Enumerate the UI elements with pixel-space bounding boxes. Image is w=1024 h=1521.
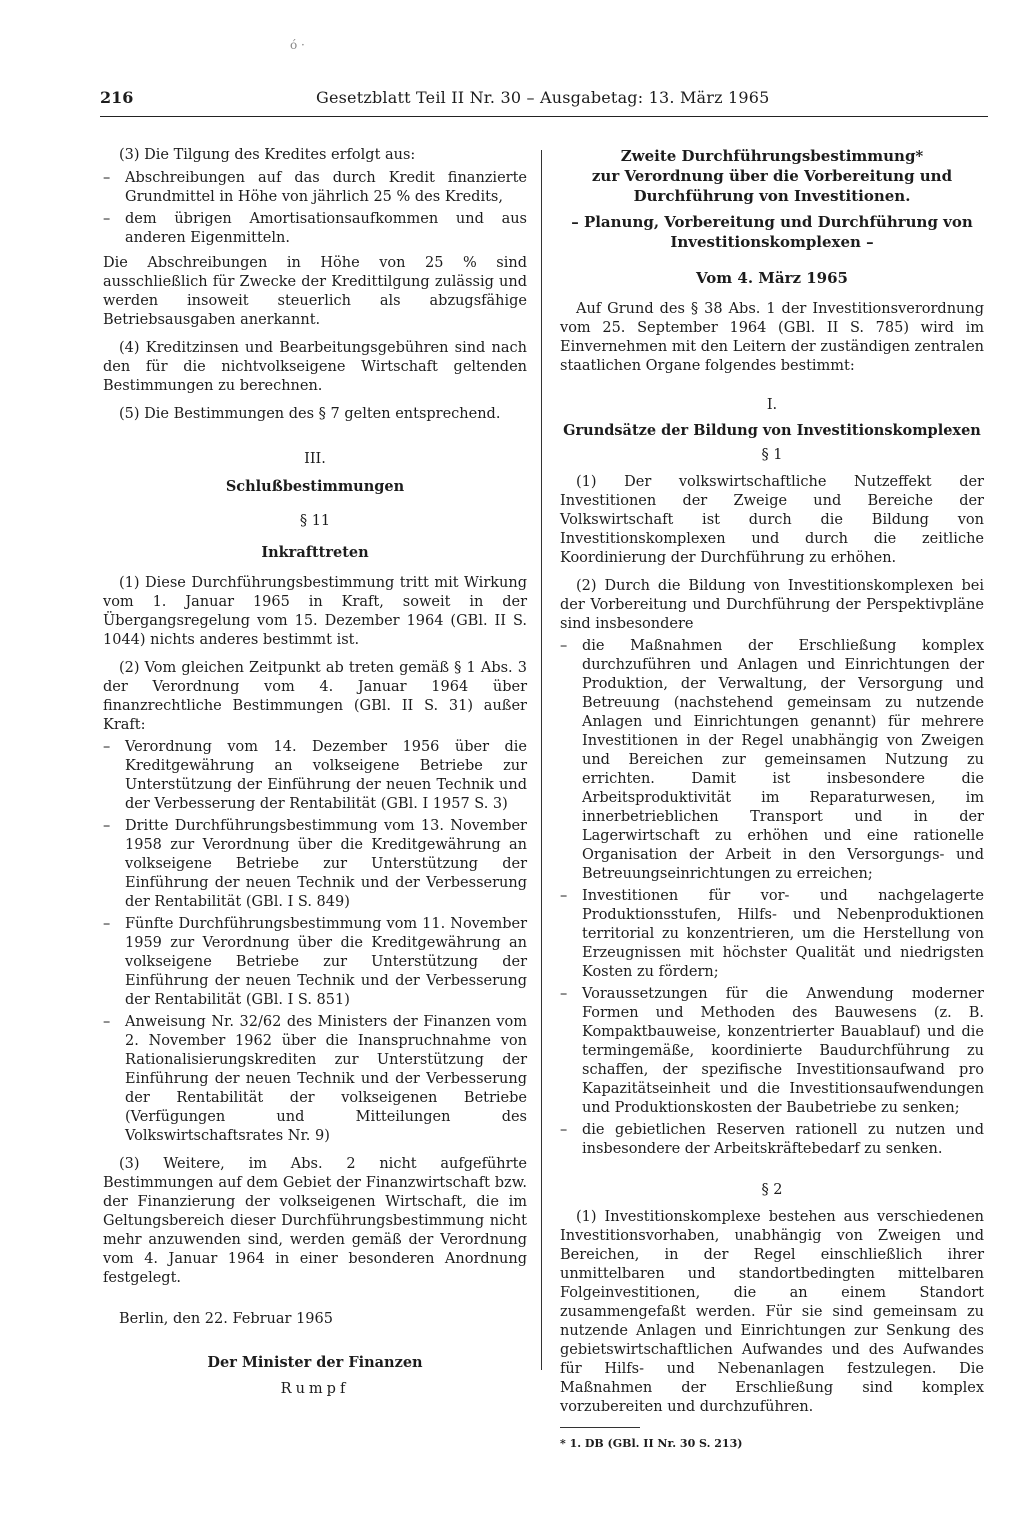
list-item <box>103 169 527 207</box>
dash-icon: – <box>560 1122 568 1138</box>
left-column <box>103 146 527 1399</box>
signer-title: Der Minister der Finanzen <box>207 1354 423 1371</box>
footnote: * 1. DB (GBl. II Nr. 30 S. 213) <box>560 1437 743 1450</box>
page-number: 216 <box>100 88 134 107</box>
section-title: Grundsätze der Bildung von Investitionskomplexen <box>563 422 981 439</box>
list-item-text: die gebietlichen Reserven rationell zu nutzen und insbesondere der Arbeitskräftebedarf zu senken. <box>582 1122 984 1157</box>
list-item <box>103 915 527 1010</box>
signer-name: Rumpf <box>280 1381 350 1397</box>
section-number: III. <box>304 451 326 467</box>
list-item-text: die Maßnahmen der Erschließung komplex durchzuführen und Anlagen und Einrichtungen der Produktion, der Verwaltung, der Versorgung und Betreuung (nachstehend gemeinsam zu nutzende Anlagen und Einrichtungen genannt) für mehrere Investitionen in der Regel unabhängig von Zweigen und Bereichen zur gemeinsamen Nutzung zu errichten. Damit ist insbesondere die Arbeitsproduktivität im Reparaturwesen, im innerbetrieblichen Transport und in der Lagerwirtschaft zu erhöhen und eine rationelle Organisation der Arbeit in den Versorgungs- und Betreuungseinrichtungen zu erreichen; <box>582 638 984 882</box>
dash-icon: – <box>103 739 111 755</box>
dash-icon: – <box>103 1014 111 1030</box>
dash-icon: – <box>560 638 568 654</box>
decree-subtitle-line-1: – Planung, Vorbereitung und Durchführung von <box>571 213 973 231</box>
list-item <box>103 738 527 814</box>
paragraph-number: § 1 <box>761 447 783 463</box>
section-title: Schlußbestimmungen <box>225 478 405 495</box>
decree-title-line-3: Durchführung von Investitionen. <box>633 187 911 205</box>
page-header <box>100 86 988 117</box>
paragraph-title: Inkrafttreten <box>261 544 369 561</box>
list-item <box>560 985 984 1118</box>
paragraph-number: § 2 <box>761 1182 783 1198</box>
paragraph-4: (4) Kreditzinsen und Bearbeitungsgebühren sind nach den für die nichtvolkseigene Wirtschaft geltenden Bestimmungen zu berechnen. <box>103 340 527 394</box>
preamble: Auf Grund des § 38 Abs. 1 der Investitionsverordnung vom 25. September 1964 (GBl. II S. 785) wird im Einvernehmen mit den Leitern der zuständigen zentralen staatlichen Organe folgendes bestimmt: <box>560 301 984 374</box>
s1-paragraph-2-intro: (2) Durch die Bildung von Investitionskomplexen bei der Vorbereitung und Durchführung der Perspektivpläne sind insbesondere <box>560 578 984 632</box>
list-item-text: Anweisung Nr. 32/62 des Ministers der Finanzen vom 2. November 1962 über die Inanspruchnahme von Rationalisierungskrediten zur Unterstützung der Einführung der neuen Technik und der Verbesserung der Rentabilität der volkseigenen Betriebe (Verfügungen und Mitteilungen des Volkswirtschaftsrates Nr. 9) <box>125 1014 527 1144</box>
decree-title-line-2: zur Verordnung über die Vorbereitung und <box>591 167 953 185</box>
list-item-text: dem übrigen Amortisationsaufkommen und aus anderen Eigenmitteln. <box>125 211 527 246</box>
decree-subtitle-line-2: Investitionskomplexen – <box>670 233 874 251</box>
list-item-text: Voraussetzungen für die Anwendung moderner Formen und Methoden des Bauwesens (z. B. Kompaktbauweise, konzentrierter Bauablauf) und die termingemäße, koordinierte Baudurchführung zu schaffen, der spezifische Investitionsaufwand pro Kapazitätseinheit und die Investitionsaufwendungen und Produktionskosten der Baubetriebe zu senken; <box>582 986 984 1116</box>
dash-icon: – <box>103 211 111 227</box>
dash-icon: – <box>103 170 111 186</box>
decree-title-line-1: Zweite Durchführungsbestimmung* <box>620 147 924 165</box>
paragraph-3-intro: (3) Die Tilgung des Kredites erfolgt aus: <box>119 147 416 163</box>
right-column <box>560 146 984 1453</box>
s11-paragraph-3: (3) Weitere, im Abs. 2 nicht aufgeführte Bestimmungen auf dem Gebiet der Finanzwirtschaft bzw. der Finanzierung der volkseigenen Wirtschaft, die im Geltungsbereich dieser Durchführungsbestimmung nicht mehr anzuwenden sind, werden gemäß der Verordnung vom 4. Januar 1964 in einer besonderen Anordnung festgelegt. <box>103 1156 527 1286</box>
list-item-text: Fünfte Durchführungsbestimmung vom 11. November 1959 zur Verordnung über die Kreditgewährung an volkseigene Betriebe zur Unterstützung der Einführung der neuen Technik und der Verbesserung der Rentabilität (GBl. I S. 851) <box>125 916 527 1008</box>
running-title: Gesetzblatt Teil II Nr. 30 – Ausgabetag: 13. März 1965 <box>316 88 770 107</box>
dash-icon: – <box>103 818 111 834</box>
section-number: I. <box>766 397 778 413</box>
column-divider <box>541 150 542 1370</box>
list-item-text: Abschreibungen auf das durch Kredit finanzierte Grundmittel in Höhe von jährlich 25 % des Kredits, <box>125 170 527 205</box>
paragraph-number: § 11 <box>299 513 331 529</box>
dash-icon: – <box>560 986 568 1002</box>
place-date: Berlin, den 22. Februar 1965 <box>119 1311 333 1327</box>
list-item-text: Verordnung vom 14. Dezember 1956 über die Kreditgewährung an volkseigene Betriebe zur Unterstützung der Einführung der neuen Technik und der Verbesserung der Rentabilität (GBl. I 1957 S. 3) <box>125 739 527 812</box>
list-item <box>560 1121 984 1159</box>
list-item <box>560 637 984 884</box>
list-item <box>103 210 527 248</box>
s1-paragraph-1: (1) Der volkswirtschaftliche Nutzeffekt der Investitionen der Zweige und Bereiche der Volkswirtschaft ist durch die Bildung von Investitionskomplexen und durch die zeitliche Koordinierung der Durchführung zu erhöhen. <box>560 474 984 566</box>
list-item <box>560 887 984 982</box>
paragraph-5: (5) Die Bestimmungen des § 7 gelten entsprechend. <box>119 406 501 422</box>
s2-paragraph-1: (1) Investitionskomplexe bestehen aus verschiedenen Investitionsvorhaben, unabhängig von Zweigen und Bereichen, in der Regel einschließlich ihrer unmittelbaren und standortbedingten mittelbaren Folgeinvestitionen, die an einem Standort zusammengefaßt werden. Für sie sind gemeinsam zu nutzende Anlagen und Einrichtungen zur Senkung des gebietswirtschaftlichen Aufwandes und des Aufwandes für Hilfs- und Nebenanlagen festzulegen. Die Maßnahmen der Erschließung sind komplex vorzubereiten und durchzuführen. <box>560 1209 984 1415</box>
dash-icon: – <box>103 916 111 932</box>
list-item <box>103 1013 527 1146</box>
decree-date: Vom 4. März 1965 <box>696 269 848 287</box>
footnote-rule <box>560 1427 640 1428</box>
dash-icon: – <box>560 888 568 904</box>
page-mark: ó · <box>290 38 305 52</box>
s11-paragraph-2-intro: (2) Vom gleichen Zeitpunkt ab treten gemäß § 1 Abs. 3 der Verordnung vom 4. Januar 1964 über finanzrechtliche Bestimmungen (GBl. II S. 31) außer Kraft: <box>103 660 527 733</box>
list-item <box>103 817 527 912</box>
paragraph-3-after: Die Abschreibungen in Höhe von 25 % sind ausschließlich für Zwecke der Kredittilgung zulässig und werden insoweit steuerlich als abzugsfähige Betriebsausgaben anerkannt. <box>103 255 527 328</box>
list-item-text: Dritte Durchführungsbestimmung vom 13. November 1958 zur Verordnung über die Kreditgewährung an volkseigene Betriebe zur Unterstützung der Einführung der neuen Technik und der Verbesserung der Rentabilität (GBl. I S. 849) <box>125 818 527 910</box>
list-item-text: Investitionen für vor- und nachgelagerte Produktionsstufen, Hilfs- und Nebenproduktionen territorial zu konzentrieren, um die Herstellung von Erzeugnissen mit höchster Qualität und niedrigsten Kosten zu fördern; <box>582 888 984 980</box>
s11-paragraph-1: (1) Diese Durchführungsbestimmung tritt mit Wirkung vom 1. Januar 1965 in Kraft, soweit in der Übergangsregelung vom 15. Dezember 1964 (GBl. II S. 1044) nichts anderes bestimmt ist. <box>103 575 527 648</box>
